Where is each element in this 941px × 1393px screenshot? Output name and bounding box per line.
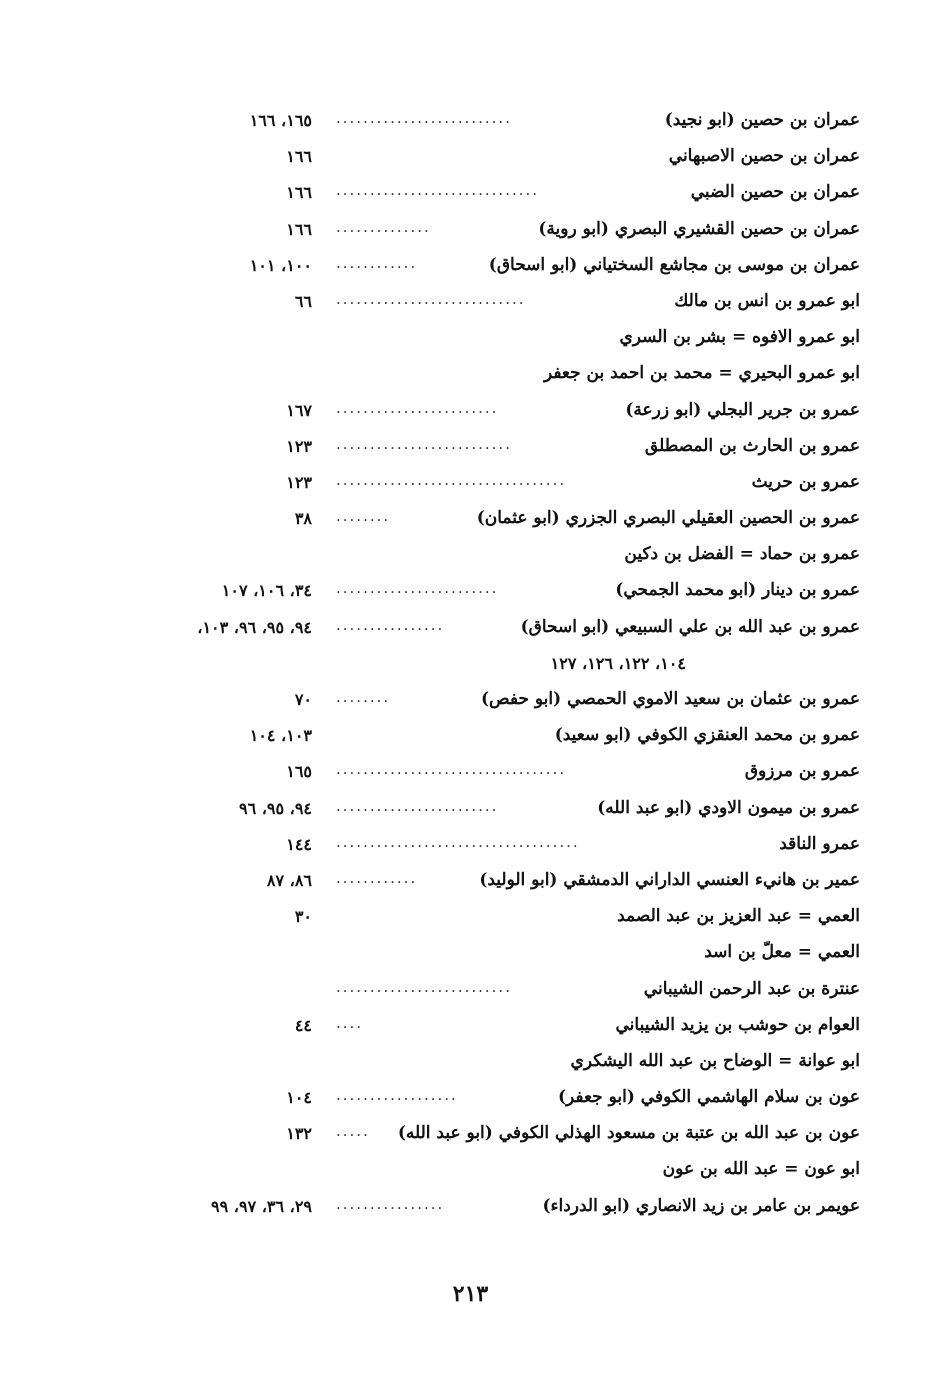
dot-leader: ..................................: [336, 470, 567, 489]
entry-pages: ١٦٦: [286, 219, 312, 239]
entry-name: ابو عمرو البحيري = محمد بن احمد بن جعفر: [543, 363, 860, 384]
index-entry: [140, 613, 860, 649]
entry-name: عمرو بن ميمون الاودي (ابو عبد الله): [597, 797, 860, 818]
index-entry: [140, 1083, 860, 1119]
entry-name: عمرو بن حريث: [751, 471, 860, 492]
page-number: ٢١٣: [452, 1281, 489, 1307]
entry-pages: ١٢٣: [286, 472, 312, 492]
dot-leader: ..............................: [336, 181, 540, 200]
dot-leader: ............: [336, 868, 418, 887]
entry-pages: ٣٨: [294, 509, 312, 529]
entry-name: عمران بن حصين الاصبهاني: [668, 146, 860, 167]
index-list: [140, 106, 860, 1228]
index-entry: [140, 504, 860, 540]
entry-name: عنترة بن عبد الرحمن الشيباني: [643, 978, 860, 999]
entry-pages: ١٠٤: [286, 1088, 312, 1108]
index-entry: [140, 106, 860, 142]
entry-name: ابو عوانة = الوضاح بن عبد الله اليشكري: [570, 1050, 860, 1071]
dot-leader: ..................................: [336, 760, 567, 779]
index-entry: [140, 902, 860, 938]
entry-pages: ١٠٠، ١٠١: [249, 255, 312, 275]
dot-leader: ..................: [336, 1086, 458, 1105]
index-entry: [140, 975, 860, 1011]
entry-pages: ١٦٥: [286, 762, 312, 782]
index-entry: [140, 359, 860, 395]
dot-leader: ..........................: [336, 434, 512, 453]
entry-pages: ٩٤، ٩٥، ٩٦: [238, 798, 312, 818]
dot-leader: ............................: [336, 289, 526, 308]
entry-name: عمرو بن حماد = الفضل بن دكين: [624, 544, 860, 565]
index-entry: [140, 287, 860, 323]
dot-leader: ....................................: [336, 832, 580, 851]
dot-leader: ..........................: [336, 109, 512, 127]
entry-pages: ١٦٦: [286, 147, 312, 167]
entry-pages: ٣٤، ١٠٦، ١٠٧: [221, 581, 312, 601]
dot-leader: ................: [336, 1194, 445, 1213]
dot-leader: ........................: [336, 796, 499, 815]
entry-pages: ١٣٢: [286, 1124, 312, 1144]
dot-leader: .....: [336, 1122, 370, 1141]
dot-leader: ....: [336, 1013, 364, 1032]
entry-name: العمي = عبد العزيز بن عبد الصمد: [617, 906, 860, 927]
dot-leader: ........: [336, 507, 391, 526]
index-entry: [140, 866, 860, 902]
entry-name: ابو عمرو الافوه = بشر بن السري: [619, 327, 860, 348]
index-entry: [140, 142, 860, 178]
index-entry: [140, 1155, 860, 1191]
entry-name: عمير بن هانيء العنسي الداراني الدمشقي (ابو الوليد): [479, 869, 860, 890]
index-entry: [140, 649, 860, 685]
index-entry: [140, 685, 860, 721]
entry-name: عمران بن موسى بن مجاشع السختياني (ابو اسحاق): [488, 254, 860, 275]
dot-leader: ........: [336, 688, 391, 706]
entry-name: عمرو بن جرير البجلي (ابو زرعة): [625, 399, 860, 420]
index-entry: [140, 468, 860, 504]
entry-pages: ١٦٧: [286, 400, 312, 420]
index-entry: [140, 830, 860, 866]
dot-leader: ..............: [336, 217, 431, 236]
entry-pages: ١٠٣، ١٠٤: [249, 726, 312, 746]
index-entry: [140, 432, 860, 468]
entry-name: عون بن عبد الله بن عتبة بن مسعود الهذلي الكوفي (ابو عبد الله): [397, 1123, 860, 1144]
entry-pages: ٩٤، ٩٥، ٩٦، ١٠٣،: [197, 617, 312, 637]
entry-pages: ١٦٥، ١٦٦: [249, 111, 312, 130]
entry-name: عون بن سلام الهاشمي الكوفي (ابو جعفر): [557, 1087, 860, 1108]
index-entry: [140, 1119, 860, 1155]
index-entry: [140, 1192, 860, 1228]
entry-pages: ٢٩، ٣٦، ٩٧، ٩٩: [211, 1196, 312, 1216]
index-entry: [140, 396, 860, 432]
entry-name: عمرو بن مرزوق: [744, 761, 860, 782]
index-entry: [140, 721, 860, 757]
index-entry: [140, 251, 860, 287]
index-entry: [140, 178, 860, 214]
entry-name: ابو عمرو بن انس بن مالك: [674, 290, 860, 311]
entry-name: عويمر بن عامر بن زيد الانصاري (ابو الدرداء): [542, 1195, 860, 1216]
index-entry: [140, 576, 860, 612]
dot-leader: ..........................: [336, 977, 512, 996]
index-entry: [140, 1011, 860, 1047]
index-entry: [140, 1047, 860, 1083]
dot-leader: ................: [336, 615, 445, 634]
entry-pages: ٦٦: [294, 291, 312, 311]
index-entry: [140, 794, 860, 830]
entry-name: عمرو الناقد: [779, 833, 860, 854]
index-entry: [140, 938, 860, 974]
entry-pages: ١٦٦: [286, 183, 312, 203]
entry-name: عمرو بن عبد الله بن علي السبيعي (ابو اسحاق): [520, 616, 860, 637]
entry-pages: ١٢٣: [286, 436, 312, 456]
entry-name: عمران بن حصين الضبي: [690, 182, 860, 203]
entry-pages: ٧٠: [294, 690, 312, 709]
entry-name: عمرو بن دينار (ابو محمد الجمحي): [615, 580, 860, 601]
entry-name: عمرو بن محمد العنقزي الكوفي (ابو سعيد): [554, 725, 860, 746]
index-entry: [140, 323, 860, 359]
dot-leader: ........................: [336, 398, 499, 417]
entry-name: ابو عون = عبد الله بن عون: [662, 1159, 860, 1180]
index-entry: [140, 215, 860, 251]
entry-name: عمرو بن الحصين العقيلي البصري الجزري (ابو عثمان): [476, 508, 860, 529]
dot-leader: ........................: [336, 579, 499, 598]
index-entry: [140, 757, 860, 793]
entry-name: عمرو بن الحارث بن المصطلق: [644, 435, 860, 456]
entry-name: عمران بن حصين القشيري البصري (ابو روية): [538, 218, 860, 239]
entry-name: العوام بن حوشب بن يزيد الشيباني: [615, 1014, 860, 1035]
entry-name: العمي = معلّ بن اسد: [704, 942, 860, 963]
entry-pages: ٨٦، ٨٧: [266, 870, 312, 890]
index-entry: [140, 540, 860, 576]
entry-name: عمرو بن عثمان بن سعيد الاموي الحمصي (ابو حفص): [480, 689, 860, 709]
entry-pages: ١٤٤: [286, 834, 312, 854]
entry-pages: ٤٤: [294, 1015, 312, 1035]
entry-pages: ٣٠: [294, 907, 312, 927]
entry-pages-continuation: ١٠٤، ١٢٢، ١٢٦، ١٢٧: [550, 653, 686, 673]
dot-leader: ............: [336, 253, 418, 272]
entry-name: عمران بن حصين (ابو نجيد): [664, 110, 860, 130]
